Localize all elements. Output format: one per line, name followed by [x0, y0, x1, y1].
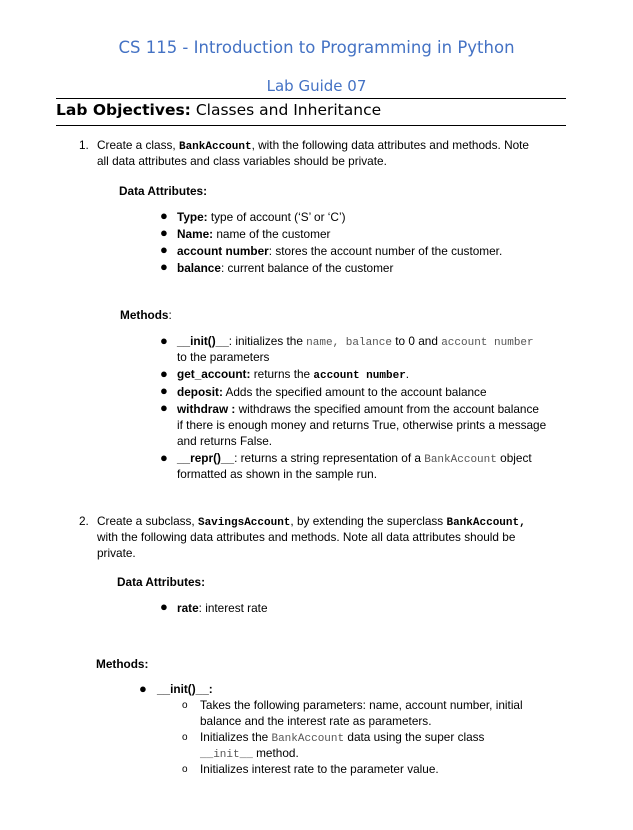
bullet-icon: ●: [160, 450, 168, 465]
lab-objectives: [56, 101, 381, 119]
bullet-icon: ●: [160, 259, 168, 274]
objectives-text: Classes and Inheritance: [195, 101, 382, 119]
section1-intro-text-a: Create a class,: [97, 138, 179, 152]
section2-methods-header: Methods:: [96, 657, 149, 671]
code-init: __init__: [200, 749, 253, 761]
method-withdraw-text: withdraws the specified amount from the account balance: [235, 402, 539, 416]
objectives-label: Lab Objectives:: [56, 101, 191, 119]
section1-methods-header: [120, 308, 172, 322]
method-get-account-period: .: [405, 367, 410, 381]
document-subtitle: Lab Guide 07: [266, 77, 367, 95]
section2-sub-item1: Takes the following parameters: name, account number, initial: [200, 698, 523, 712]
section2-sub-item2-line2: [200, 746, 299, 761]
section2-init: [157, 682, 213, 696]
bullet-icon: ●: [160, 242, 168, 257]
method-init-text-a: : initializes the: [228, 334, 307, 348]
bullet-icon: ●: [160, 400, 168, 415]
attr-balance-key: balance: [177, 261, 221, 275]
attr-type-text: type of account (‘S’ or ‘C’): [207, 210, 346, 224]
attr-account-number-key: account number: [177, 244, 269, 258]
section2-sub-item2-text-a: Initializes the: [200, 730, 272, 744]
bullet-icon: ●: [160, 333, 168, 348]
section2-class-name: SavingsAccount: [197, 517, 291, 529]
method-repr-text-b: object: [496, 451, 532, 465]
objectives-rule: [56, 125, 566, 126]
method-init-sep: ,: [332, 337, 346, 349]
method-deposit: [177, 385, 487, 399]
code-name: name: [306, 337, 333, 349]
circle-bullet-icon: o: [182, 764, 188, 775]
attr-rate: [177, 601, 268, 615]
header-rule: [56, 98, 566, 99]
method-withdraw: [177, 402, 539, 416]
document-title: CS 115 - Introduction to Programming in Python: [118, 38, 515, 57]
section2-superclass-name: BankAccount,: [446, 517, 526, 529]
bullet-icon: ●: [160, 366, 168, 381]
method-repr-line2: formatted as shown in the sample run.: [177, 467, 377, 481]
attr-name: [177, 227, 330, 241]
attr-name-key: Name:: [177, 227, 214, 241]
method-init-line2: to the parameters: [177, 350, 270, 364]
attr-type-key: Type:: [177, 210, 208, 224]
section2-sub-item1-line2: balance and the interest rate as parameters.: [200, 714, 432, 728]
method-get-account-key: get_account:: [177, 367, 251, 381]
section2-intro-text-a: Create a subclass,: [97, 514, 198, 528]
attr-type: [177, 210, 346, 224]
section1-class-name: BankAccount: [178, 141, 252, 153]
section2-number: 2.: [79, 514, 89, 528]
code-bankaccount-2: BankAccount: [271, 733, 345, 745]
attr-rate-key: rate: [177, 601, 199, 615]
method-repr: [177, 451, 532, 466]
method-deposit-key: deposit:: [177, 385, 223, 399]
section2-sub-item3: Initializes interest rate to the parameter value.: [200, 762, 439, 776]
method-withdraw-line3: and returns False.: [177, 434, 273, 448]
method-get-account: [177, 367, 409, 382]
section2-init-key: __init()__:: [157, 682, 213, 696]
section2-attributes-header: Data Attributes:: [117, 575, 206, 589]
attr-name-text: name of the customer: [213, 227, 331, 241]
attr-balance: [177, 261, 393, 275]
section2-intro-text-b: , by extending the superclass: [290, 514, 447, 528]
section1-attributes-header: Data Attributes:: [119, 184, 208, 198]
code-account-number: account number: [441, 337, 534, 349]
attr-account-number-text: : stores the account number of the customer.: [268, 244, 503, 258]
attr-account-number: [177, 244, 502, 258]
code-balance: balance: [345, 337, 392, 349]
code-bankaccount: BankAccount: [424, 454, 497, 466]
section2-intro-line2: with the following data attributes and methods. Note all data attributes should be: [97, 530, 516, 544]
bullet-icon: ●: [160, 225, 168, 240]
section1-methods-label: Methods: [120, 308, 169, 322]
bullet-icon: ●: [139, 681, 147, 696]
bullet-icon: ●: [160, 208, 168, 223]
section1-methods-colon: :: [168, 308, 172, 322]
method-repr-key: __repr()__: [177, 451, 235, 465]
method-withdraw-line2: if there is enough money and returns True, otherwise prints a message: [177, 418, 547, 432]
method-init: [177, 334, 534, 349]
attr-balance-text: : current balance of the customer: [220, 261, 394, 275]
method-get-account-text-a: returns the: [250, 367, 314, 381]
method-deposit-text: Adds the specified amount to the account balance: [222, 385, 487, 399]
section2-sub-item2-text-b: data using the super class: [344, 730, 485, 744]
attr-rate-text: : interest rate: [198, 601, 268, 615]
section1-intro-text-b: , with the following data attributes and methods. Note: [251, 138, 529, 152]
method-withdraw-key: withdraw :: [177, 402, 236, 416]
section2-sub-item2: [200, 730, 484, 745]
circle-bullet-icon: o: [182, 732, 188, 743]
code-account-number-bold: account number: [313, 370, 406, 382]
method-init-text-c: to 0 and: [392, 334, 442, 348]
bullet-icon: ●: [160, 599, 168, 614]
section1-intro-line2: all data attributes and class variables should be private.: [97, 154, 387, 168]
bullet-icon: ●: [160, 383, 168, 398]
section1-number: 1.: [79, 138, 89, 152]
section2-intro-line3: private.: [97, 546, 136, 560]
method-repr-text-a: : returns a string representation of a: [234, 451, 425, 465]
method-init-key: __init()__: [177, 334, 229, 348]
circle-bullet-icon: o: [182, 700, 188, 711]
section2-sub-item2-text-c: method.: [252, 746, 299, 760]
